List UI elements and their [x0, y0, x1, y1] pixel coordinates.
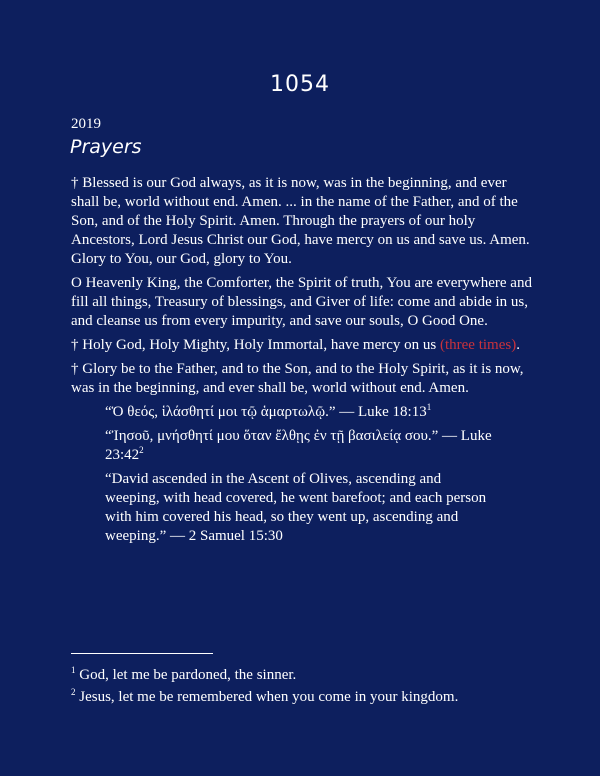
scripture-quotes: [105, 403, 495, 546]
footnotes: [71, 666, 541, 710]
footnote-divider: [71, 653, 213, 654]
quote-luke-18: [105, 403, 495, 422]
trisagion-text: † Holy God, Holy Mighty, Holy Immortal, have mercy on us: [71, 337, 437, 353]
trisagion-end: .: [516, 337, 520, 353]
prayer-blessed: † Blessed is our God always, as it is now, was in the beginning, and ever shall be, world without end. Amen. ... in the name of the Father, and of the Son, and of the Holy Spirit. Amen. Through the prayers of our holy Ancestors, Lord Jesus Christ our God, have mercy on us and save us. Amen. Glory to You, our God, glory to You.: [71, 175, 530, 267]
footnote-marker-2: 2: [71, 687, 76, 697]
footnote-ref-2[interactable]: 2: [139, 445, 144, 455]
footnote-marker-1: 1: [71, 665, 76, 675]
quote-luke-23-text: “Ἰησοῦ, μνήσθητί μου ὅταν ἔλθῃς ἐν τῇ βασιλείᾳ σου.” — Luke 23:42: [105, 428, 492, 463]
footnote-ref-1[interactable]: 1: [426, 402, 432, 412]
footnote-1: [71, 666, 541, 685]
section-title: Prayers: [70, 136, 142, 158]
year-label: 2019: [71, 116, 101, 132]
prayer-heavenly-king: O Heavenly King, the Comforter, the Spirit of truth, You are everywhere and fill all things, Treasury of blessings, and Giver of life: come and abide in us, and cleanse us from every impurity, and save our souls, O Good One.: [71, 275, 532, 329]
footnote-text-1: God, let me be pardoned, the sinner.: [75, 667, 297, 683]
trisagion-rubric: (three times): [439, 337, 517, 353]
footnote-text-2: Jesus, let me be remembered when you come in your kingdom.: [75, 689, 459, 705]
prayer-body: [71, 174, 533, 551]
prayer-trisagion: [71, 336, 533, 355]
prayer-glory: † Glory be to the Father, and to the Son, and to the Holy Spirit, as it is now, was in the beginning, and ever shall be, world without end. Amen.: [71, 361, 524, 396]
footnote-2: [71, 688, 541, 707]
quote-samuel: “David ascended in the Ascent of Olives, ascending and weeping, with head covered, he went barefoot; and each person with him covered his head, so they went up, ascending and weeping.” — 2 Samuel 15:30: [105, 471, 487, 544]
quote-luke-23: [105, 427, 495, 465]
page-number: 1054: [270, 72, 330, 97]
quote-luke-18-text: “Ὁ θεός, ἱλάσθητί μοι τῷ ἁμαρτωλῷ.” — Luke 18:13: [105, 404, 427, 420]
